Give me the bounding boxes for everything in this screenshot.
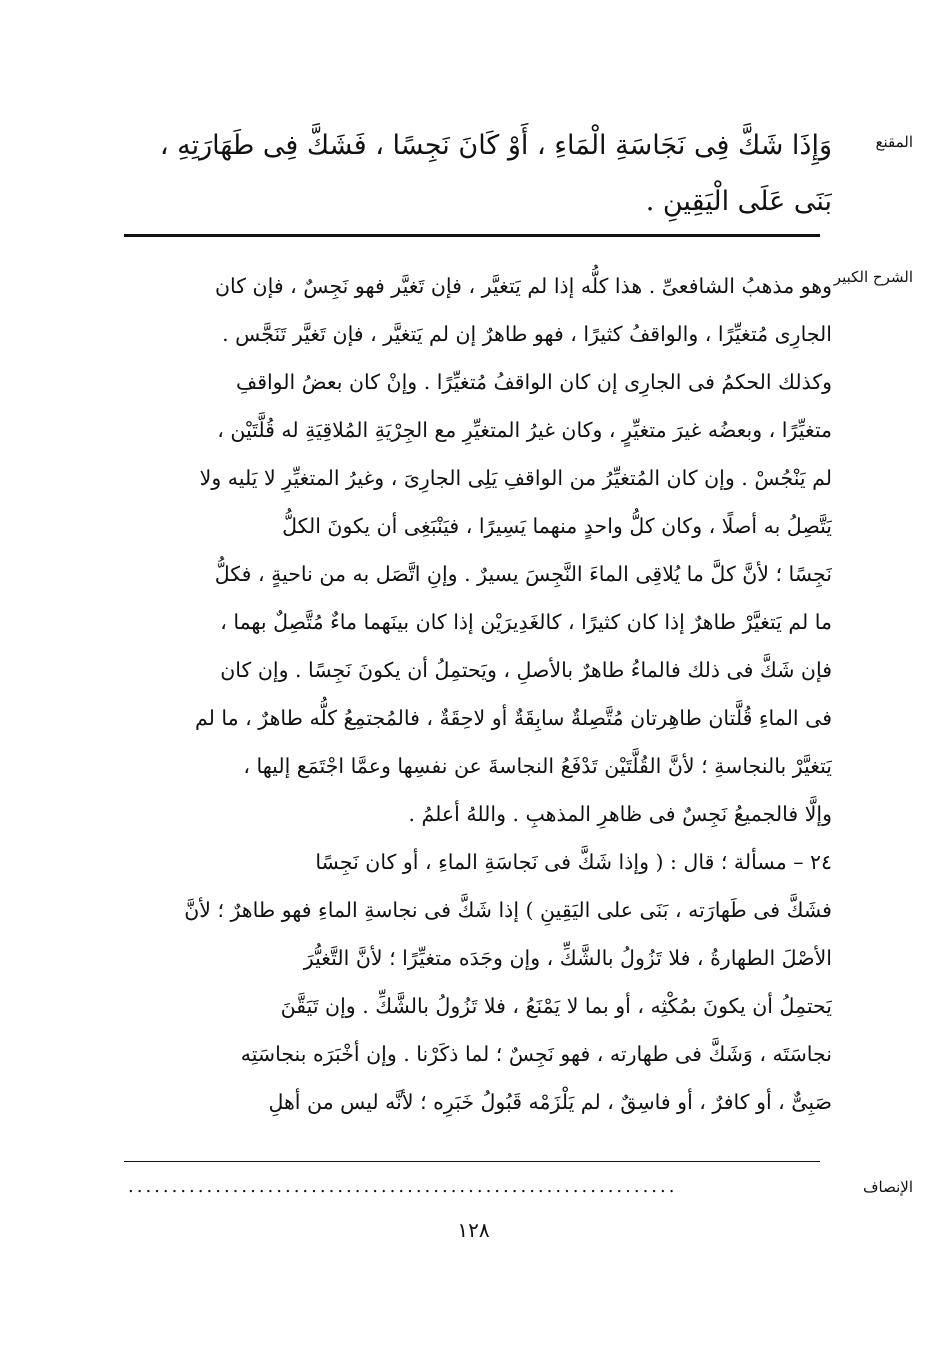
sharh-line: صَبِىٌّ ، أو كافرٌ ، أو فاسِقٌ ، لم يَلْزَمْه قَبُولُ خَبَرِه ؛ لأنَّه ليس من أهلِ [268,1090,832,1114]
sharh-line: نجاسَتَه ، وَشَكَّ فى طهارته ، فهو نَجِسٌ ؛ لما ذكَرْنا . وإن أخْبَرَه بنجاسَتِه [240,1042,832,1066]
sharh-line: لم يَنْجُسْ . وإن كان المُتغيِّرُ من الواقفِ يَلِى الجارِىَ ، وغيرُ المتغيِّرِ لا يَليه ولا [199,466,832,490]
label-insaf: الإنصاف [862,1178,913,1196]
sharh-text [120,262,832,1126]
sharh-line: فى الماءِ قُلَّتان طاهِرتان مُتَّصِلةٌ سابِقَةٌ أو لاحِقَةٌ ، فالمُجتمِعُ كلُّه طاهرٌ ، ما لم [195,706,832,730]
sharh-line: ٢٤ – مسألة ؛ قال : ( وإذا شَكَّ فى نَجاسَةِ الماءِ ، أو كان نَجِسًا [315,850,832,874]
sharh-line: يَتغيَّرْ بالنجاسةِ ؛ لأنَّ القُلَّتَيْن تَدْفَعُ النجاسةَ عن نفسِها وعمَّا اجْتَمَع إليها ، [243,754,832,778]
sharh-line: متغيِّرًا ، وبعضُه غيرَ متغيِّرٍ ، وكان غيرُ المتغيِّرِ مع الجِرْيَةِ المُلاقِيَةِ له قُلَّتَيْن ، [217,418,832,442]
insaf-dotted-leader: ............................................................... [128,1176,678,1196]
muqni-line: وَإِذَا شَكَّ فِى نَجَاسَةِ الْمَاءِ ، أَوْ كَانَ نَجِسًا ، فَشَكَّ فِى طَهَارَتِهِ ، [159,130,832,161]
page-number: ١٢٨ [457,1218,490,1242]
sharh-line: فشَكَّ فى طَهارَته ، بَنَى على اليَقِينِ ) إذا شَكَّ فى نجاسةِ الماءِ فهو طاهرٌ ؛ لأنَّ [184,898,832,922]
sharh-line: الجارِى مُتغيِّرًا ، والواقفُ كثيرًا ، فهو طاهرٌ إن لم يَتغيَّر ، فإن تَغيَّر تَنَجَّس . [222,322,832,346]
sharh-line: يَتَّصِلُ به أصلًا ، وكان كلُّ واحدٍ منهما يَسِيرًا ، فيَنْبَغِى أن يكونَ الكلُّ [282,514,832,538]
sharh-line: وإلَّا فالجميعُ نَجِسٌ فى ظاهرِ المذهبِ . واللهُ أعلمُ . [408,802,832,826]
sharh-line: نَجِسًا ؛ لأنَّ كلَّ ما يُلاقِى الماءَ النَّجِسَ يسيرٌ . وإنِ اتَّصَل به من ناحيةٍ ، فكلُّ [214,562,832,586]
sharh-line: ما لم يَتغيَّرْ طاهرٌ إذا كان كثيرًا ، كالغَدِيرَيْن إذا كان بينَهما ماءٌ مُتَّصِلٌ بهما ، [220,610,832,634]
muqni-line: بَنَى عَلَى الْيَقِينِ . [645,186,832,217]
muqni-text [120,118,832,230]
sharh-line: يَحتمِلُ أن يكونَ بمُكْثِه ، أو بما لا يَمْنَعُ ، فلا تَزُولُ بالشَّكِّ . وإن تَيَقَّنَ [280,994,832,1018]
sharh-line: وهو مذهبُ الشافعىِّ . هذا كلُّه إذا لم يَتغيَّر ، فإن تَغيَّر فهو نَجِسٌ ، فإن كان [214,274,832,298]
section-divider [124,234,820,237]
label-sharh: الشرح الكبير [833,268,913,286]
footer-divider [124,1161,820,1162]
label-muqni: المقنع [875,133,913,151]
sharh-line: وكذلك الحكمُ فى الجارِى إن كان الواقفُ مُتغيِّرًا . وإنْ كان بعضُ الواقفِ [235,370,832,394]
sharh-line: فإن شَكَّ فى ذلك فالماءُ طاهرٌ بالأصلِ ، ويَحتمِلُ أن يكونَ نَجِسًا . وإن كان [220,658,832,682]
sharh-line: الأصْلَ الطهارةُ ، فلا تَزُولُ بالشَّكِّ ، وإن وجَدَه متغيِّرًا ؛ لأنَّ التَّغيُّرَ [303,946,832,970]
